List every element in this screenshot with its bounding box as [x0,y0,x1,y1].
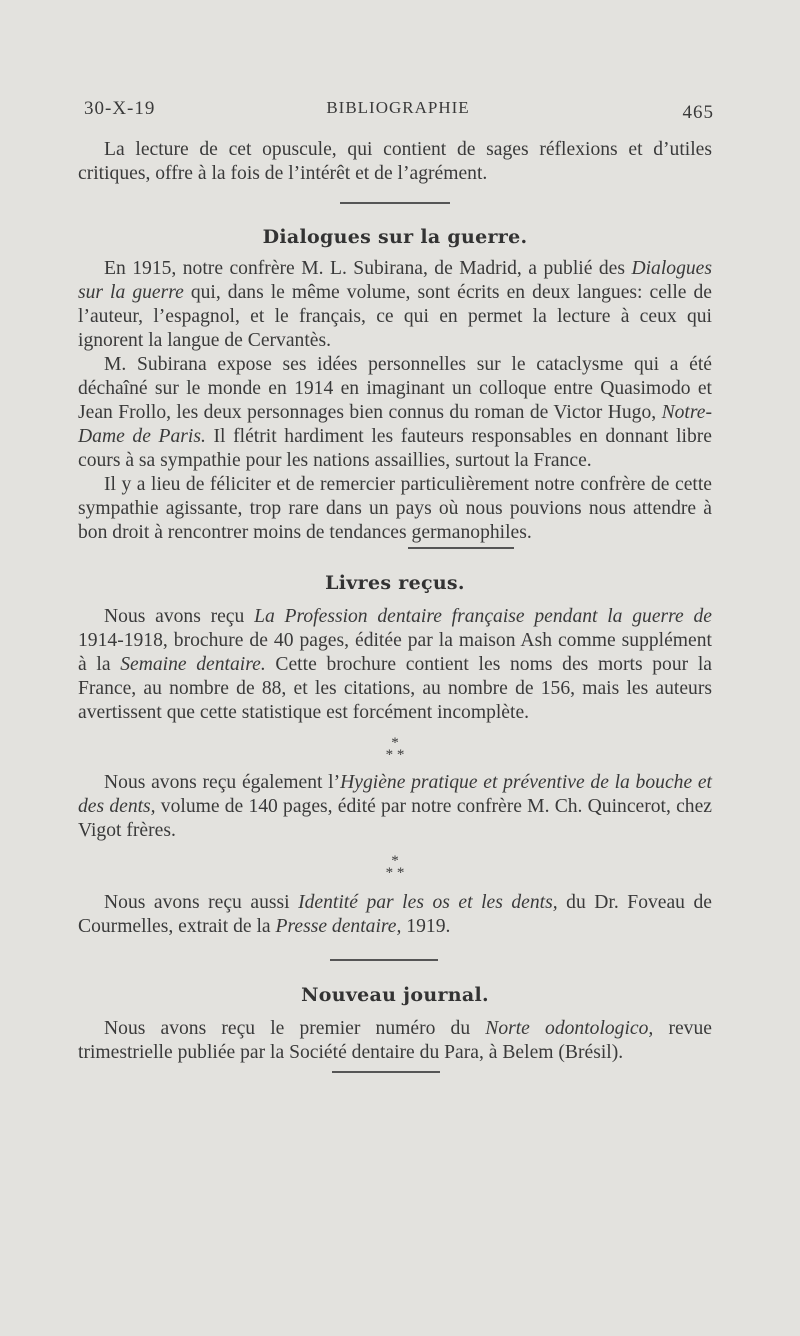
asterism-divider: * * * [385,735,405,763]
text-run: En 1915, notre confrère M. L. Subirana, de Madrid, a publié des [104,258,632,279]
book-title-italic: Hygiène pratique et préventive de la bouche et des dents, [78,772,712,817]
section-title-livres: Livres reçus. [325,572,465,594]
section-title-nouveau-journal: Nouveau journal. [301,984,489,1006]
text-run: Il flétrit hardiment les fauteurs responsables en donnant libre cours à sa sympathie pour les nations assaillies, surtout la France. [78,426,712,471]
livres-paragraph-2 [78,771,712,843]
asterism-divider: * * * [385,853,405,881]
text-run: Cette brochure contient les noms des morts pour la France, au nombre de 88, et les citations, au nombre de 156, mais les auteurs avertissent que cette statistique est forcément incomplète. [78,654,712,723]
header-title: BIBLIOGRAPHIE [326,98,470,117]
section-divider [340,202,450,204]
book-title-italic: Identité par les os et les dents, [298,892,558,913]
book-title-italic: Notre-Dame de Paris. [78,402,712,447]
book-title-italic: Dialogues sur la guerre [78,258,712,303]
text-run: M. Subirana expose ses idées personnelles sur le cataclysme qui a été déchaîné sur le monde en 1914 en imaginant un colloque entre Quasimodo et Jean Frollo, les deux personnages bien connus du roman de Victor Hugo, [78,354,712,423]
journal-paragraph [78,1017,712,1065]
text-run: Nous avons reçu le premier numéro du [104,1018,486,1039]
dialogues-paragraph-1 [78,257,712,353]
livres-paragraph-3 [78,891,712,939]
text-run: du Dr. Foveau de Courmelles, extrait de la [78,892,712,937]
dialogues-paragraph-3: Il y a lieu de féliciter et de remercier particulièrement notre confrère de cette sympathie agissante, trop rare dans un pays où nous pouvions nous attendre à bon droit à rencontrer moins de tendances germanophiles. [78,474,712,543]
section-divider [408,547,514,549]
intro-paragraph: La lecture de cet opuscule, qui contient de sages réflexions et d’utiles critiques, offre à la fois de l’intérêt et de l’agrément. [78,139,712,184]
text-run: Nous avons reçu également l’ [104,772,341,793]
text-run: Nous avons reçu [104,606,255,627]
book-title-italic: La Profession dentaire française pendant la guerre de [254,606,712,627]
section-title-dialogues: Dialogues sur la guerre. [262,226,528,248]
text-run: volume de 140 pages, édité par notre confrère M. Ch. Quincerot, chez Vigot frères. [78,796,712,841]
text-run: revue trimestrielle publiée par la Société dentaire du Para, à Belem (Brésil). [78,1018,712,1063]
header-date: 30-X-19 [84,98,156,119]
text-run: Nous avons reçu aussi [104,892,299,913]
dialogues-paragraph-2 [78,353,712,473]
livres-paragraph-1 [78,605,712,725]
section-divider [330,959,438,961]
text-run: 1914-1918, brochure de 40 pages, éditée par la maison Ash comme supplément à la [78,630,712,675]
page-number: 465 [682,102,714,123]
page-body [78,138,712,1073]
text-run: 1919. [401,916,451,937]
journal-title-italic: Presse dentaire, [275,916,402,937]
closing-divider [332,1071,440,1073]
running-header [84,96,712,128]
journal-title-italic: Norte odontologico, [485,1018,654,1039]
text-run: qui, dans le même volume, sont écrits en deux langues: celle de l’auteur, l’espagnol, et le français, ce qui en permet la lecture à ceux qui ignorent la langue de Cervantès. [78,282,712,351]
journal-title-italic: Semaine dentaire. [120,654,266,675]
